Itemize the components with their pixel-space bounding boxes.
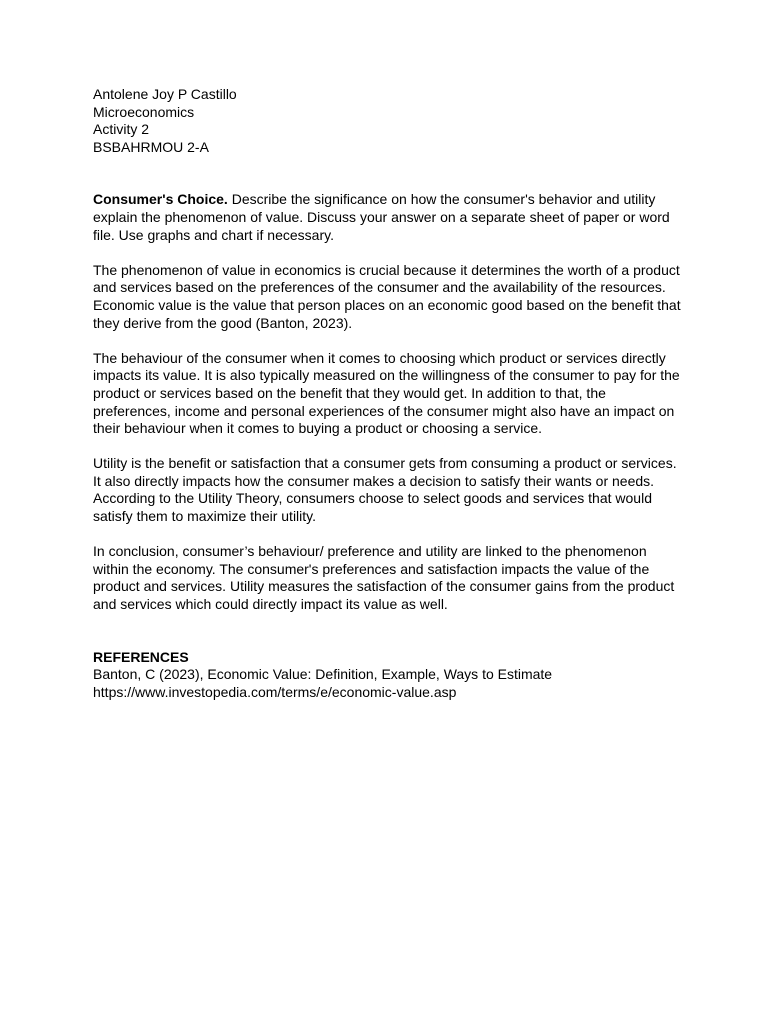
author-name: Antolene Joy P Castillo [93, 86, 237, 102]
prompt-paragraph [93, 191, 683, 244]
body-paragraph-2: The behaviour of the consumer when it comes to choosing which product or services directly impacts its value. It is also typically measured on the willingness of the consumer to pay for the product or services based on the benefit that they would get. In addition to that, the preferences, income and personal experiences of the consumer might also have an impact on their behaviour when it comes to buying a product or choosing a service. [93, 349, 680, 437]
body-paragraph-4: In conclusion, consumer’s behaviour/ preference and utility are linked to the phenomenon within the economy. The consumer's preferences and satisfaction impacts the value of the product and services. Utility measures the satisfaction of the consumer gains from the product and services which could directly impact its value as well. [93, 543, 675, 613]
reference-url: https://www.investopedia.com/terms/e/economic-value.asp [93, 683, 457, 700]
document-header [93, 86, 683, 156]
references-section [93, 649, 683, 702]
references-heading: REFERENCES [93, 648, 189, 665]
prompt-title: Consumer's Choice. [93, 191, 228, 208]
activity-label: Activity 2 [93, 121, 150, 138]
reference-entry: Banton, C (2023), Economic Value: Definition, Example, Ways to Estimate [93, 666, 553, 683]
body-paragraph-1: The phenomenon of value in economics is crucial because it determines the worth of a product and services based on the preferences of the consumer and the availability of the resources. Economic value is the value that person places on an economic good based on the benefit that they derive from the good (Banton, 2023). [93, 261, 681, 331]
body-paragraph-3: Utility is the benefit or satisfaction that a consumer gets from consuming a product or services. It also directly impacts how the consumer makes a decision to satisfy their wants or needs. According to the Utility Theory, consumers choose to select goods and services that would satisfy them to maximize their utility. [93, 455, 677, 525]
section-label: BSBAHRMOU 2-A [93, 138, 209, 155]
subject-name: Microeconomics [93, 103, 195, 120]
document-content [93, 86, 683, 701]
prompt-text: Describe the significance on how the consumer's behavior and utility explain the phenomenon of value. Discuss your answer on a separate sheet of paper or word file. Use graphs and chart if necessary. [93, 191, 670, 243]
